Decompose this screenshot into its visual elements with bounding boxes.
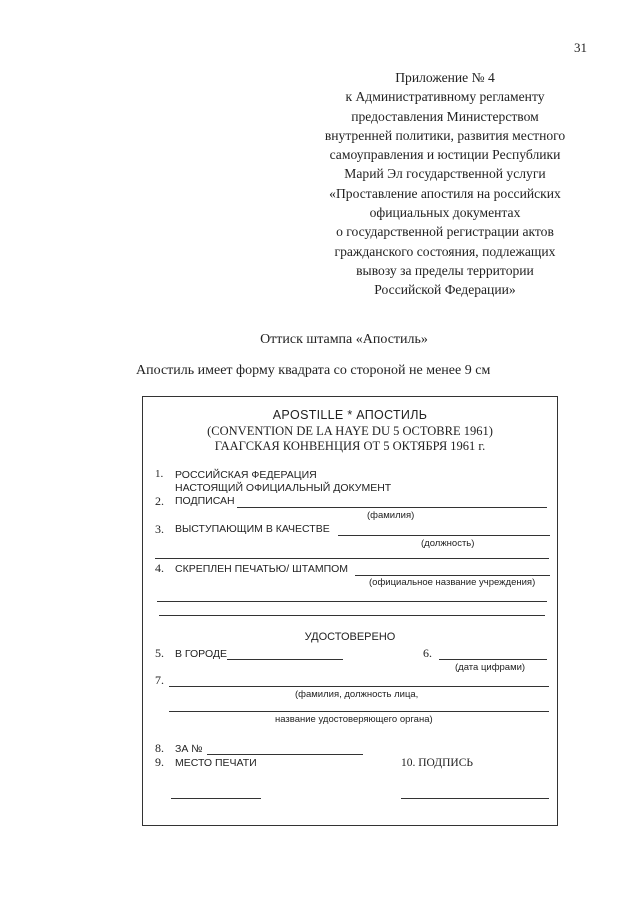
annex-line: к Административному регламенту xyxy=(345,89,545,105)
item-10-label: 10. ПОДПИСЬ xyxy=(401,757,474,769)
item-5-city-line[interactable] xyxy=(227,659,343,660)
apostille-title: APOSTILLE * АПОСТИЛЬ xyxy=(272,408,428,422)
item-2-signed-by-line[interactable] xyxy=(237,507,547,508)
item-4-extra-line-1[interactable] xyxy=(157,601,547,602)
item-4-extra-line-2[interactable] xyxy=(159,615,545,616)
item-9-label: МЕСТО ПЕЧАТИ xyxy=(175,757,257,769)
item-5-number: 5. xyxy=(155,646,164,660)
item-7-hint-2: название удостоверяющего органа) xyxy=(275,714,433,725)
annex-line: вывозу за пределы территории xyxy=(356,262,534,278)
item-3-capacity-line[interactable] xyxy=(338,535,550,536)
item-4-number: 4. xyxy=(155,561,164,575)
item-4-seal-line[interactable] xyxy=(355,575,550,576)
item-8-number: 8. xyxy=(155,741,164,755)
annex-line: гражданского состояния, подлежащих xyxy=(334,243,556,259)
certified-heading: УДОСТОВЕРЕНО xyxy=(304,631,396,643)
annex-line: Российской Федерации» xyxy=(374,282,516,298)
annex-header xyxy=(290,68,600,300)
item-5-label: В ГОРОДЕ xyxy=(175,648,228,660)
stamp-size-note: Апостиль имеет форму квадрата со стороной не менее 9 см xyxy=(136,363,491,378)
item-7-number: 7. xyxy=(155,673,164,687)
item-2-hint: (фамилия) xyxy=(367,510,415,521)
annex-line: официальных документах xyxy=(369,205,521,221)
item-7-authority-line[interactable] xyxy=(169,711,549,712)
item-9-seal-line[interactable] xyxy=(171,798,261,799)
annex-line: предоставления Министерством xyxy=(351,108,539,124)
item-1-country: РОССИЙСКАЯ ФЕДЕРАЦИЯ xyxy=(175,469,317,481)
item-8-number-line[interactable] xyxy=(207,754,363,755)
item-9-number: 9. xyxy=(155,755,164,769)
item-1-number: 1. xyxy=(155,468,164,480)
page-number: 31 xyxy=(574,40,587,55)
convention-russian: ГААГСКАЯ КОНВЕНЦИЯ ОТ 5 ОКТЯБРЯ 1961 г. xyxy=(214,439,486,453)
item-3-hint: (должность) xyxy=(421,538,475,549)
item-3-extra-line[interactable] xyxy=(155,558,549,559)
annex-line: внутренней политики, развития местного xyxy=(324,127,566,143)
item-10-signature-line[interactable] xyxy=(401,798,549,799)
item-4-label: СКРЕПЛЕН ПЕЧАТЬЮ/ ШТАМПОМ xyxy=(175,563,349,575)
item-7-hint-1: (фамилия, должность лица, xyxy=(295,689,419,700)
annex-line: Марий Эл государственной услуги xyxy=(344,166,546,182)
item-1-document: НАСТОЯЩИЙ ОФИЦИАЛЬНЫЙ ДОКУМЕНТ xyxy=(175,482,392,494)
item-4-hint: (официальное название учреждения) xyxy=(369,577,536,588)
annex-line: «Проставление апостиля на российских xyxy=(329,185,561,201)
item-7-official-line[interactable] xyxy=(169,686,549,687)
item-6-date-line[interactable] xyxy=(439,659,547,660)
apostille-stamp xyxy=(142,396,558,826)
convention-french: (CONVENTION DE LA HAYE DU 5 OCTOBRE 1961) xyxy=(207,424,493,438)
item-6-number: 6. xyxy=(423,646,432,660)
item-2-number: 2. xyxy=(155,494,164,508)
item-8-label: ЗА № xyxy=(175,743,203,755)
annex-line: самоуправления и юстиции Республики xyxy=(329,147,561,163)
annex-line: о государственной регистрации актов xyxy=(336,224,554,240)
item-6-hint: (дата цифрами) xyxy=(455,662,526,673)
annex-line: Приложение № 4 xyxy=(395,70,495,85)
item-3-number: 3. xyxy=(155,522,164,536)
item-2-label: ПОДПИСАН xyxy=(175,495,235,507)
item-3-label: ВЫСТУПАЮЩИМ В КАЧЕСТВЕ xyxy=(175,523,330,535)
stamp-title: Оттиск штампа «Апостиль» xyxy=(260,332,428,347)
